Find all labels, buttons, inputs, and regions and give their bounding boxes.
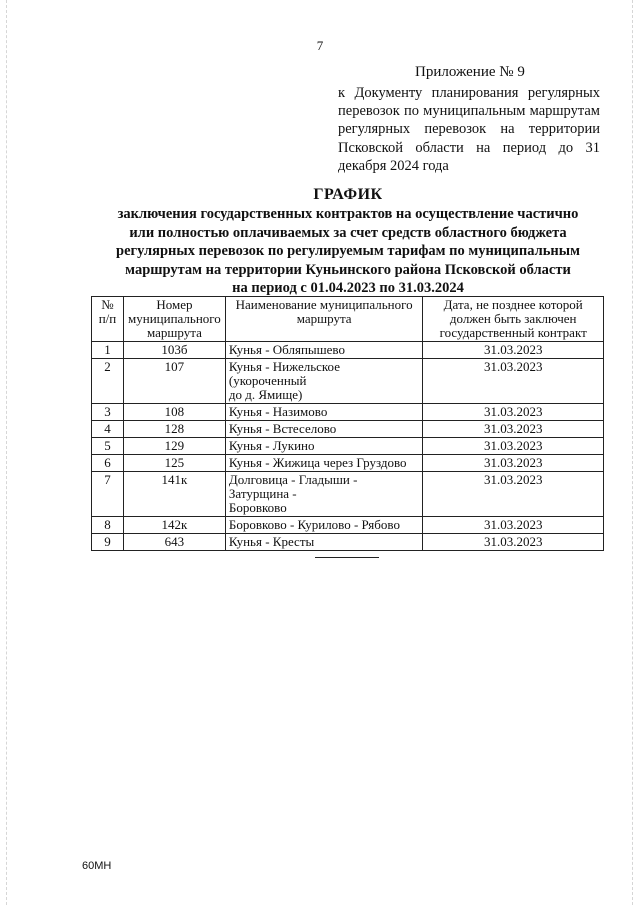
header-route-number [123,297,225,342]
table-row [92,404,604,421]
route-name-line: Кунья - Обляпышево [228,342,345,357]
row-number: 3 [92,404,124,421]
route-name-line: Боровково [228,500,287,515]
header-contract-date [423,297,604,342]
subheading-line: заключения государственных контрактов на осуществление частично [117,206,579,222]
contract-date: 31.03.2023 [423,421,604,438]
route-name [225,472,422,517]
route-name [225,534,422,551]
table-header-row [92,297,604,342]
route-name-line: Кунья - Назимово [228,404,328,419]
table-row [92,359,604,404]
contract-date: 31.03.2023 [423,472,604,517]
header-line: маршрута [296,311,352,326]
route-number: 107 [123,359,225,404]
header-line: п/п [98,311,117,326]
table-row [92,472,604,517]
row-number: 5 [92,438,124,455]
header-line: маршрута [146,325,202,340]
route-name-line: Кунья - Жижица через Груздово [228,455,407,470]
route-name [225,421,422,438]
route-number: 142к [123,517,225,534]
contract-date: 31.03.2023 [423,455,604,472]
appendix-title: Приложение № 9 [415,64,525,80]
route-name-line: Кунья - Нижельское (укороченный [228,359,340,388]
route-number: 643 [123,534,225,551]
route-number: 108 [123,404,225,421]
row-number: 8 [92,517,124,534]
document-subheading [96,205,600,298]
route-number: 128 [123,421,225,438]
appendix-body: к Документу планирования регулярных перевозок по муниципальным маршрутам регулярных перевозок на территории Псковской области на период до 31 декабря 2024 года [338,85,600,174]
contract-date: 31.03.2023 [423,438,604,455]
row-number: 4 [92,421,124,438]
route-name-line: до д. Ямище) [228,387,303,402]
page-number: 7 [316,38,324,53]
row-number: 1 [92,342,124,359]
route-name [225,455,422,472]
route-name [225,404,422,421]
subheading-line: на период с 01.04.2023 по 31.03.2024 [232,280,464,297]
row-number: 6 [92,455,124,472]
row-number: 2 [92,359,124,404]
table-row [92,534,604,551]
subheading-line: регулярных перевозок по регулируемым тарифам по муниципальным [116,243,580,260]
header-line: Дата, не позднее которой [443,297,583,312]
route-number: 129 [123,438,225,455]
table-row [92,438,604,455]
route-name [225,517,422,534]
scan-edge-left [6,0,8,905]
table-row [92,455,604,472]
header-line: должен быть заключен [449,311,577,326]
route-name [225,359,422,404]
header-line: муниципального [128,311,221,326]
header-line: № [101,297,114,312]
footer-divider [315,557,379,558]
footer-code: 60МН [82,860,112,872]
header-line: государственный контракт [439,325,587,340]
route-name-line: Кунья - Кресты [228,534,315,549]
route-name [225,438,422,455]
table-row [92,342,604,359]
contract-date: 31.03.2023 [423,404,604,421]
table-row [92,421,604,438]
route-number: 125 [123,455,225,472]
document-heading: ГРАФИК [313,186,383,203]
header-line: Номер [156,297,193,312]
subheading-line: маршрутам на территории Куньинского района Псковской области [125,261,571,278]
route-schedule-table [91,296,604,551]
route-name-line: Кунья - Лукино [228,438,315,453]
contract-date: 31.03.2023 [423,517,604,534]
row-number: 7 [92,472,124,517]
route-number: 141к [123,472,225,517]
contract-date: 31.03.2023 [423,342,604,359]
route-name-line: Долговица - Гладыши - Затурщина - [228,472,358,501]
table-row [92,517,604,534]
header-num [92,297,124,342]
route-name-line: Боровково - Курилово - Рябово [228,517,400,532]
header-line: Наименование муниципального [235,297,413,312]
route-name [225,342,422,359]
header-route-name [225,297,422,342]
contract-date: 31.03.2023 [423,534,604,551]
row-number: 9 [92,534,124,551]
subheading-line: или полностью оплачиваемых за счет средств областного бюджета [129,224,567,241]
route-name-line: Кунья - Встеселово [228,421,337,436]
contract-date: 31.03.2023 [423,359,604,404]
scan-edge-right [632,0,634,905]
route-number: 103б [123,342,225,359]
